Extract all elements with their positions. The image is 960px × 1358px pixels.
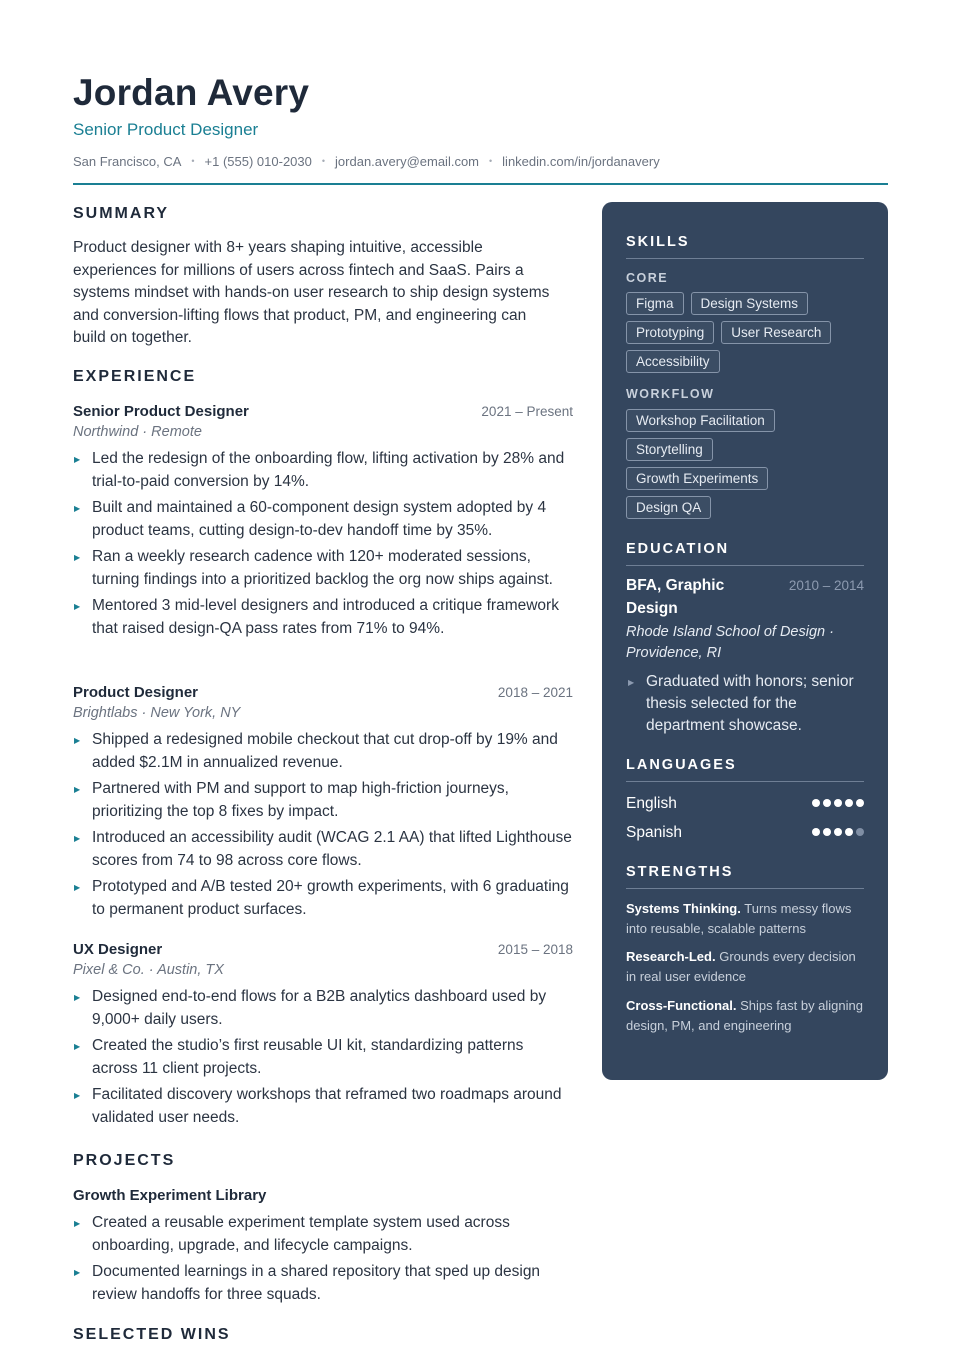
education-heading: EDUCATION <box>626 541 864 566</box>
triangle-right-icon: ▶ <box>74 785 81 794</box>
skill-chip: Accessibility <box>626 350 720 373</box>
job-bullets <box>73 729 573 921</box>
language-row <box>626 824 864 842</box>
separator-dot: • <box>321 156 326 166</box>
proficiency-dot-filled <box>823 828 831 836</box>
candidate-role: Senior Product Designer <box>73 120 259 139</box>
triangle-right-icon: ▶ <box>74 1268 81 1277</box>
separator-dot: • <box>489 156 493 166</box>
skill-chip: Prototyping <box>626 321 714 344</box>
skills-workflow-label: WORKFLOW <box>626 387 715 401</box>
bullet-item: ▶ Graduated with honors; senior thesis selected for the department showcase. <box>628 673 854 734</box>
triangle-right-icon: ▶ <box>74 736 81 745</box>
strength-text: Ships fast by aligning design, PM, and engineering <box>626 998 863 1033</box>
job-title: Product Designer <box>73 684 199 701</box>
school-name: Rhode Island School of Design · Providence, RI <box>626 624 834 661</box>
proficiency-dot-filled <box>823 799 831 807</box>
summary-heading: SUMMARY <box>73 205 170 222</box>
strength-item <box>626 947 866 986</box>
skill-chip: Growth Experiments <box>626 467 768 490</box>
skill-chip: Storytelling <box>626 438 713 461</box>
core-skill-chips <box>626 292 866 373</box>
job-title: UX Designer <box>73 941 163 958</box>
sidebar-panel <box>602 202 888 1080</box>
bullet-item: ▶ Introduced an accessibility audit (WCAG 2.1 AA) that lifted Lighthouse scores from 74 to 98 across core flows. <box>74 829 572 869</box>
job-title: Senior Product Designer <box>73 403 249 420</box>
skill-chip: Design QA <box>626 496 711 519</box>
skill-chip: Figma <box>626 292 684 315</box>
proficiency-dot-filled <box>845 828 853 836</box>
bullet-item: ▶ Designed end-to-end flows for a B2B analytics dashboard used by 9,000+ daily users. <box>74 988 547 1028</box>
language-row <box>626 795 864 813</box>
project-entry <box>73 1187 573 1310</box>
triangle-right-icon: ▶ <box>74 1219 81 1228</box>
bullet-item: ▶ Mentored 3 mid-level designers and introduced a critique framework that raised design-QA pass rates from 71% to 94%. <box>74 597 559 637</box>
job-company: Brightlabs · New York, NY <box>73 705 241 721</box>
separator-dot: • <box>191 156 195 166</box>
contact-line <box>73 154 660 169</box>
experience-heading: EXPERIENCE <box>73 368 197 385</box>
job-entry <box>73 403 573 644</box>
bullet-item: ▶ Led the redesign of the onboarding flow, lifting activation by 28% and trial-to-paid conversion by 14%. <box>74 450 565 490</box>
proficiency-dots <box>812 828 864 836</box>
contact-phone[interactable]: +1 (555) 010-2030 <box>204 154 312 169</box>
skill-chip: Workshop Facilitation <box>626 409 775 432</box>
strengths-heading: STRENGTHS <box>626 864 864 889</box>
languages-heading: LANGUAGES <box>626 757 864 782</box>
job-company: Northwind · Remote <box>73 424 202 440</box>
proficiency-dot-filled <box>845 799 853 807</box>
job-entry <box>73 684 573 925</box>
language-name: Spanish <box>626 824 683 841</box>
skills-core-label: CORE <box>626 271 669 285</box>
triangle-right-icon: ▶ <box>74 1042 81 1051</box>
job-bullets <box>73 986 573 1129</box>
contact-email[interactable]: jordan.avery@email.com <box>335 154 480 169</box>
bullet-item: ▶ Shipped a redesigned mobile checkout that cut drop-off by 19% and added $2.1M in annualized revenue. <box>74 731 558 771</box>
bullet-item: ▶ Partnered with PM and support to map high-friction journeys, prioritizing the top 8 fixes by impact. <box>74 780 509 820</box>
job-company: Pixel & Co. · Austin, TX <box>73 962 224 978</box>
degree-title: BFA, Graphic Design <box>626 577 725 617</box>
contact-location: San Francisco, CA <box>73 154 182 169</box>
strength-item <box>626 899 866 938</box>
education-bullets <box>626 671 864 737</box>
triangle-right-icon: ▶ <box>74 834 81 843</box>
project-bullets <box>73 1212 573 1306</box>
candidate-name: Jordan Avery <box>73 72 310 113</box>
triangle-right-icon: ▶ <box>74 504 81 513</box>
job-dates: 2015 – 2018 <box>497 942 573 957</box>
strength-label: Systems Thinking. <box>626 901 741 916</box>
bullet-item: ▶ Built and maintained a 60-component design system adopted by 4 product teams, cutting design-to-dev handoff time by 35%. <box>74 499 547 539</box>
resume-page <box>73 0 888 1358</box>
skill-chip: User Research <box>721 321 831 344</box>
triangle-right-icon: ▶ <box>74 883 81 892</box>
skills-heading: SKILLS <box>626 234 864 259</box>
proficiency-dot-filled <box>834 828 842 836</box>
contact-linkedin[interactable]: linkedin.com/in/jordanavery <box>502 154 660 169</box>
bullet-item: ▶ Ran a weekly research cadence with 120+ moderated sessions, turning findings into a prioritized backlog the org now ships against. <box>74 548 553 588</box>
bullet-item: ▶ Created a reusable experiment template system used across onboarding, upgrade, and lifecycle campaigns. <box>74 1214 510 1254</box>
workflow-skill-chips <box>626 409 866 519</box>
triangle-right-icon: ▶ <box>74 553 81 562</box>
selected-wins-heading: SELECTED WINS <box>73 1326 231 1343</box>
job-dates: 2018 – 2021 <box>497 685 573 700</box>
bullet-item: ▶ Documented learnings in a shared repository that sped up design review handoffs for three squads. <box>74 1263 541 1303</box>
proficiency-dot-filled <box>812 799 820 807</box>
triangle-right-icon: ▶ <box>74 602 81 611</box>
proficiency-dots <box>812 799 864 807</box>
proficiency-dot-filled <box>834 799 842 807</box>
proficiency-dot-filled <box>856 799 864 807</box>
job-entry <box>73 941 573 1133</box>
triangle-right-icon: ▶ <box>74 993 81 1002</box>
strength-text: Turns messy flows into reusable, scalable patterns <box>626 901 852 936</box>
job-dates: 2021 – Present <box>481 404 573 419</box>
project-title: Growth Experiment Library <box>73 1187 267 1204</box>
strength-label: Cross-Functional. <box>626 998 737 1013</box>
job-bullets <box>73 448 573 640</box>
bullet-item: ▶ Created the studio’s first reusable UI kit, standardizing patterns across 11 client projects. <box>74 1037 524 1077</box>
projects-heading: PROJECTS <box>73 1152 176 1169</box>
bullet-item: ▶ Facilitated discovery workshops that reframed two roadmaps around validated user needs. <box>74 1086 562 1126</box>
summary-text: Product designer with 8+ years shaping intuitive, accessible experiences for millions of users across fintech and SaaS. Pairs a systems mindset with hands-on user research to ship design systems and conversion-lifting flows that product, PM, and engineering can build on together. <box>73 239 550 346</box>
header-divider <box>73 183 888 185</box>
education-dates: 2010 – 2014 <box>788 578 864 593</box>
proficiency-dot-empty <box>856 828 864 836</box>
strength-label: Research-Led. <box>626 949 716 964</box>
proficiency-dot-filled <box>812 828 820 836</box>
triangle-right-icon: ▶ <box>74 1091 81 1100</box>
skill-chip: Design Systems <box>691 292 809 315</box>
triangle-right-icon: ▶ <box>74 455 81 464</box>
bullet-item: ▶ Prototyped and A/B tested 20+ growth experiments, with 6 graduating to permanent product surfaces. <box>74 878 569 918</box>
strength-item <box>626 996 866 1035</box>
strength-text: Grounds every decision in real user evidence <box>626 949 856 984</box>
language-name: English <box>626 795 677 812</box>
triangle-right-icon: ▶ <box>628 678 635 687</box>
